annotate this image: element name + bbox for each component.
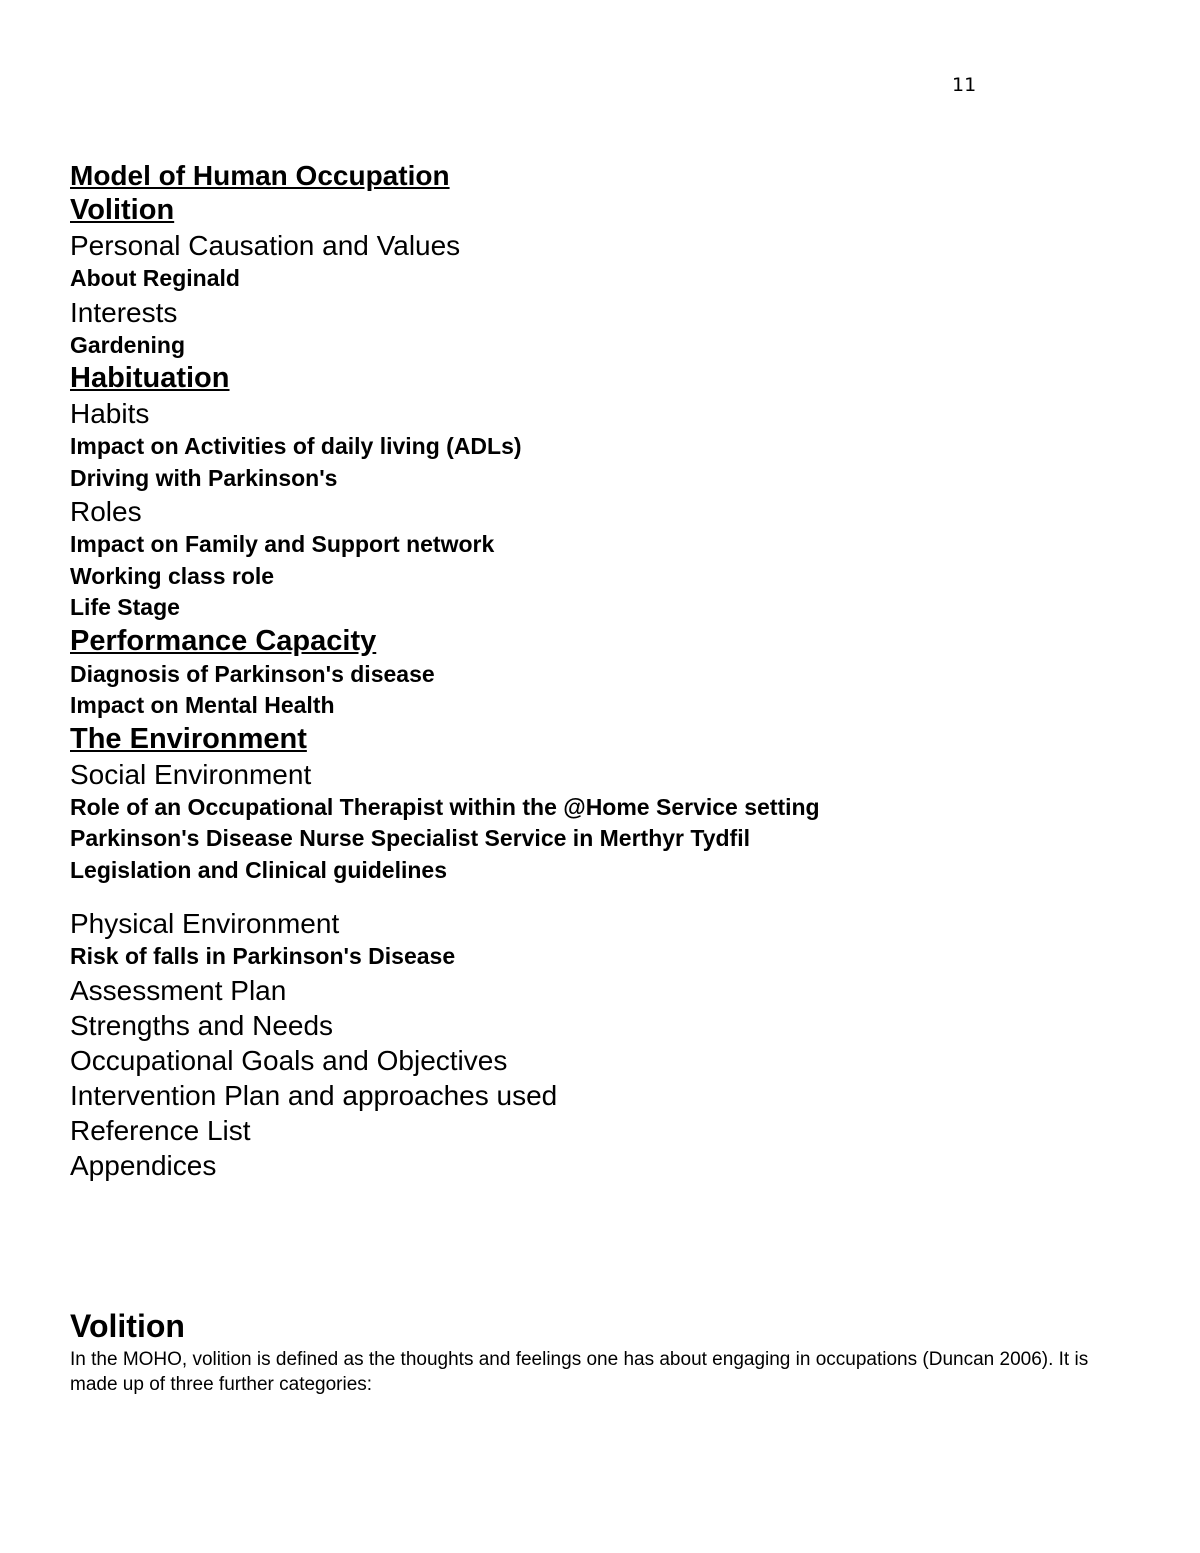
- toc-sub-social-environment: Social Environment: [70, 758, 312, 790]
- toc-sub-interests: Interests: [70, 296, 178, 328]
- toc-item-life-stage: Life Stage: [70, 594, 180, 620]
- page-number: 11: [952, 74, 977, 96]
- toc-sub-appendices: Appendices: [70, 1149, 217, 1181]
- toc-item-falls: Risk of falls in Parkinson's Disease: [70, 943, 456, 969]
- toc-item-impact-adls: Impact on Activities of daily living (ADLs): [70, 433, 522, 459]
- section-heading-volition: Volition: [70, 1308, 185, 1344]
- toc-sub-habits: Habits: [70, 398, 150, 429]
- spacer: [70, 886, 1130, 906]
- toc-item-gardening: Gardening: [70, 331, 186, 358]
- toc-item-impact-family: Impact on Family and Support network: [70, 531, 495, 557]
- toc-item-mental-health: Impact on Mental Health: [70, 692, 335, 718]
- toc-heading-habituation: Habituation: [70, 362, 230, 394]
- toc-item-legislation: Legislation and Clinical guidelines: [70, 856, 448, 883]
- toc-item-nurse-service: Parkinson's Disease Nurse Specialist Service in Merthyr Tydfil: [70, 825, 750, 851]
- toc-sub-references: Reference List: [70, 1114, 251, 1146]
- toc-item-driving: Driving with Parkinson's: [70, 464, 338, 491]
- toc-sub-assessment-plan: Assessment Plan: [70, 974, 287, 1006]
- toc-sub-physical-environment: Physical Environment: [70, 908, 340, 939]
- toc-heading-performance-capacity: Performance Capacity: [70, 624, 377, 657]
- toc-sub-roles: Roles: [70, 496, 142, 527]
- toc-item-ot-role: Role of an Occupational Therapist within the @Home Service setting: [70, 793, 820, 820]
- toc-sub-strengths: Strengths and Needs: [70, 1009, 334, 1041]
- toc-sub-goals: Occupational Goals and Objectives: [70, 1044, 508, 1076]
- toc-item-diagnosis: Diagnosis of Parkinson's disease: [70, 660, 435, 687]
- toc-item-about-reginald: About Reginald: [70, 265, 240, 291]
- toc-heading-environment: The Environment: [70, 722, 307, 755]
- toc-sub-personal-causation: Personal Causation and Values: [70, 230, 461, 261]
- toc-heading-moho: Model of Human Occupation: [70, 160, 450, 191]
- toc-heading-volition: Volition: [70, 194, 175, 226]
- toc-item-working-class: Working class role: [70, 562, 275, 589]
- volition-paragraph: In the MOHO, volition is defined as the thoughts and feelings one has about engaging in occupations (Duncan 2006). It is made up of three further categories:: [70, 1349, 1089, 1395]
- toc-sub-intervention: Intervention Plan and approaches used: [70, 1079, 558, 1111]
- contents-list: [70, 158, 1130, 1183]
